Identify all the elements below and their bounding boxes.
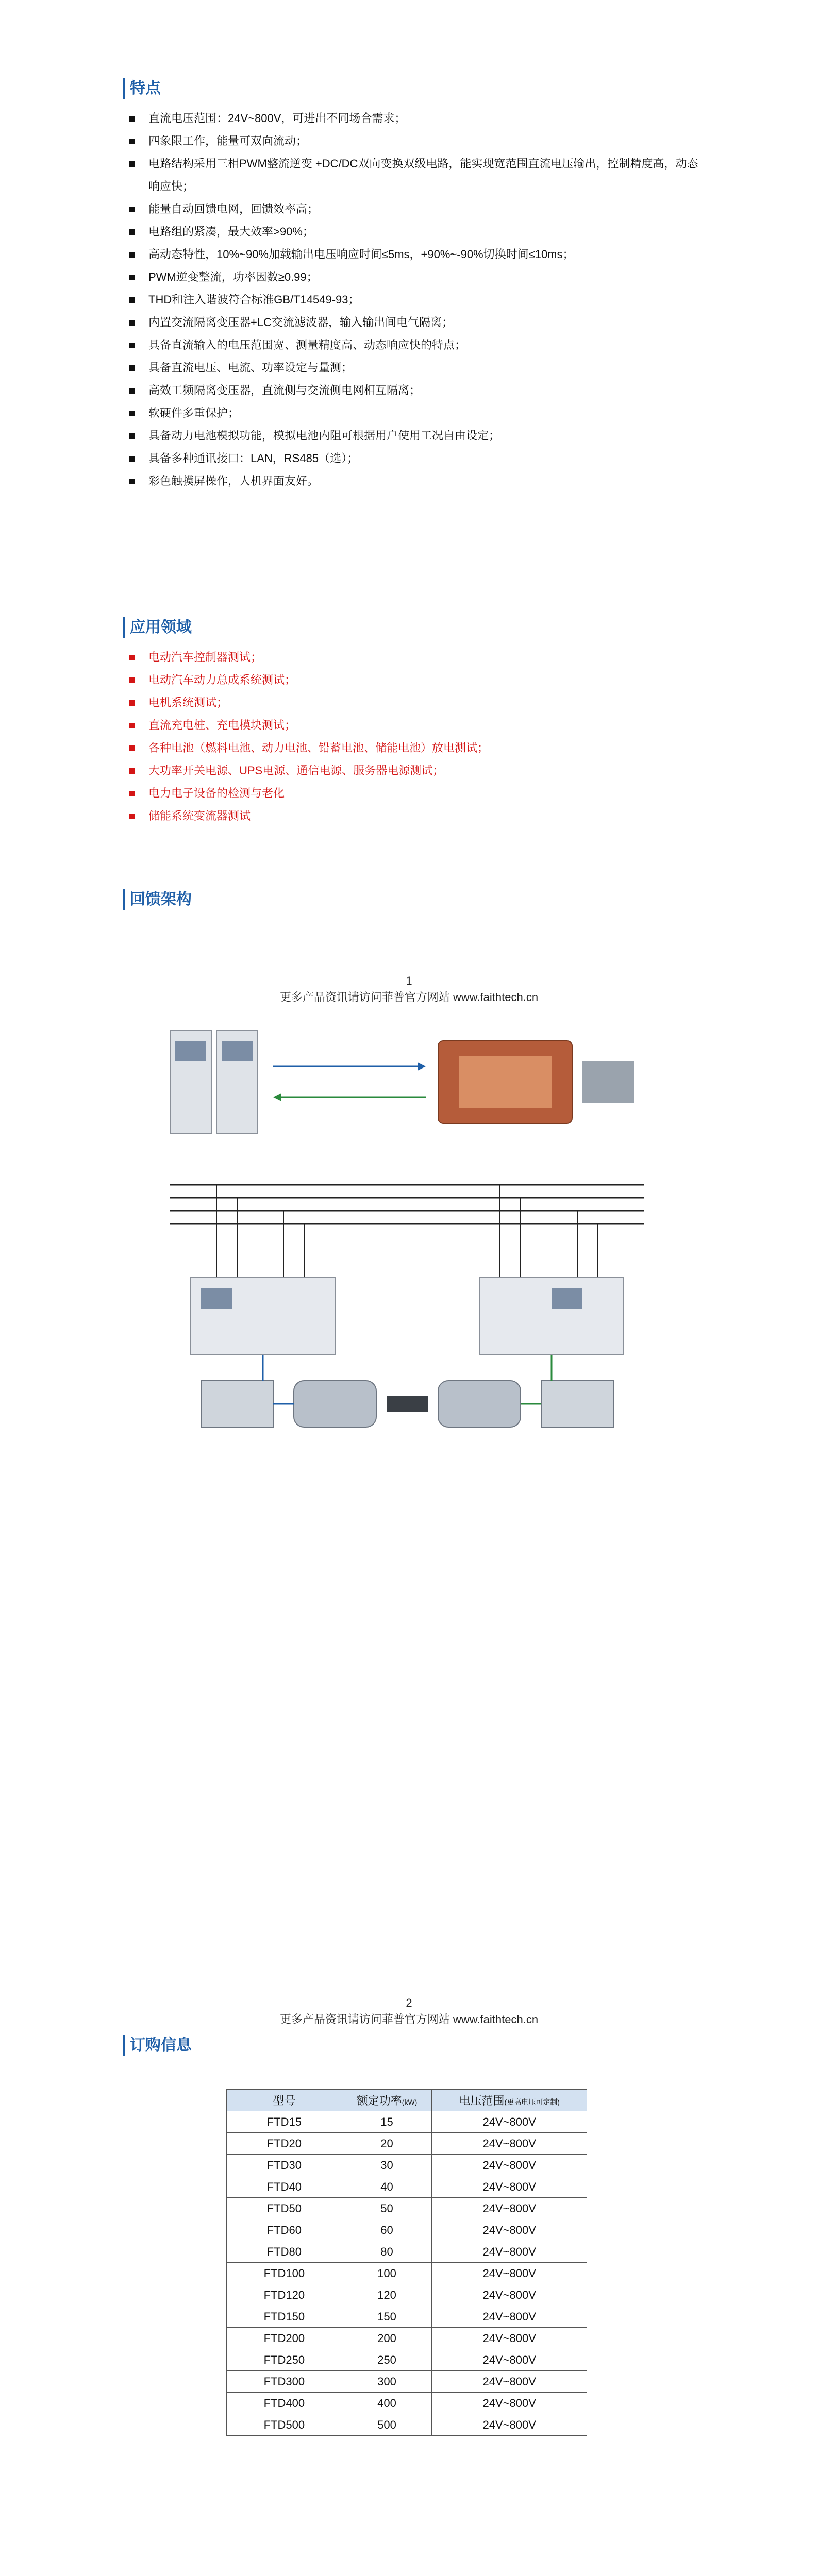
ordering-table [226,2089,587,2436]
table-cell: 30 [342,2155,432,2176]
list-item [123,805,705,827]
list-item-text: 直流电压范围：24V~800V，可进出不同场合需求； [148,112,406,125]
grid-feedback-schematic [170,1175,644,1463]
grid-bus-lines [170,1185,644,1224]
list-item-text: 具备直流电压、电流、功率设定与量测； [148,361,353,374]
table-row [227,2111,587,2133]
schematic-diagram [170,1175,644,1463]
list-item [123,691,705,714]
voltage-header-note: (更高电压可定制) [504,2098,560,2106]
list-item [123,737,705,759]
feedback-system-photo [170,1010,644,1170]
bullet-icon [129,433,135,439]
table-cell: 15 [342,2111,432,2133]
bullet-icon [129,116,135,122]
bullet-icon [129,320,135,326]
table-cell: 24V~800V [432,2263,587,2284]
table-cell: 20 [342,2133,432,2155]
bullet-icon [129,814,135,819]
bullet-icon [129,388,135,394]
features-list [123,107,705,493]
table-cell: FTD500 [227,2414,342,2436]
motor-body-icon [459,1056,552,1108]
bullet-icon [129,745,135,751]
list-item-text: 四象限工作，能量可双向流动； [148,134,308,147]
list-item-text: 电机系统测试； [148,696,228,709]
page-footer-2 [0,1995,818,2028]
list-item-text: 电路结构采用三相PWM整流逆变 +DC/DC双向变换双级电路，能实现宽范围直流电压输出，控制精度高，动态响应快； [148,157,698,193]
voltage-header-label: 电压范围 [459,2094,505,2107]
table-cell: 24V~800V [432,2198,587,2219]
bullet-icon [129,677,135,683]
list-item-text: 电动汽车控制器测试； [148,651,262,664]
list-item [123,714,705,737]
list-item [123,447,705,470]
table-cell: FTD60 [227,2219,342,2241]
list-item-text: 彩色触摸屏操作，人机界面友好。 [148,474,319,487]
list-item [123,266,705,289]
table-row [227,2371,587,2393]
list-item [123,107,705,130]
table-cell: 24V~800V [432,2241,587,2263]
footer-text: 更多产品资讯请访问菲普官方网站 www.faithtech.cn [279,991,539,1004]
system-illustration [170,1010,644,1170]
list-item [123,357,705,379]
list-item-text: 电力电子设备的检测与老化 [148,787,285,800]
list-item-text: 高动态特性，10%~90%加载输出电压响应时间≤5ms，+90%~-90%切换时间≤10ms； [148,248,574,261]
list-item-text: 具备直流输入的电压范围宽、测量精度高、动态响应快的特点； [148,338,466,351]
bullet-icon [129,161,135,167]
table-cell: FTD15 [227,2111,342,2133]
list-item-text: 电路组的紧凑，最大效率>90%； [148,225,314,238]
table-row [227,2155,587,2176]
table-cell: 24V~800V [432,2284,587,2306]
table-cell: 50 [342,2198,432,2219]
list-item [123,334,705,357]
bullet-icon [129,655,135,660]
table-row [227,2393,587,2414]
list-item-text: 软硬件多重保护； [148,406,240,419]
ordering-heading: 订购信息 [123,2035,192,2056]
table-row [227,2414,587,2436]
table-cell: 250 [342,2349,432,2371]
list-item [123,289,705,311]
table-cell: FTD120 [227,2284,342,2306]
table-cell: 24V~800V [432,2176,587,2198]
table-row [227,2263,587,2284]
table-row [227,2133,587,2155]
list-item [123,198,705,221]
table-cell: FTD300 [227,2371,342,2393]
applications-list [123,646,705,827]
table-cell: FTD100 [227,2263,342,2284]
table-cell: FTD20 [227,2133,342,2155]
list-item-text: 储能系统变流器测试 [148,809,251,822]
table-cell: FTD40 [227,2176,342,2198]
list-item [123,782,705,805]
schematic-heading: 回馈架构 [123,889,192,910]
table-cell: 150 [342,2306,432,2328]
list-item-text: THD和注入谐波符合标准GB/T14549-93； [148,293,360,306]
table-cell: 24V~800V [432,2111,587,2133]
table-row [227,2306,587,2328]
screen-icon [552,1288,582,1309]
page-number: 2 [406,1996,412,2009]
table-cell: 60 [342,2219,432,2241]
table-cell: 24V~800V [432,2371,587,2393]
table-cell: FTD30 [227,2155,342,2176]
table-row [227,2284,587,2306]
bullet-icon [129,139,135,144]
table-row [227,2349,587,2371]
table-cell: 40 [342,2176,432,2198]
table-cell: 100 [342,2263,432,2284]
power-header-label: 额定功率 [356,2094,402,2107]
table-row [227,2241,587,2263]
list-item [123,130,705,152]
feeder-lines [216,1185,598,1278]
table-cell: FTD80 [227,2241,342,2263]
screen-icon [201,1288,232,1309]
table-cell: FTD250 [227,2349,342,2371]
page-footer-1 [0,973,818,1006]
bullet-icon [129,252,135,258]
table-cell: 24V~800V [432,2414,587,2436]
features-heading: 特点 [123,78,161,99]
table-cell: 200 [342,2328,432,2349]
bullet-icon [129,479,135,484]
table-cell: FTD200 [227,2328,342,2349]
applications-heading: 应用领域 [123,617,192,638]
list-item-text: 能量自动回馈电网，回馈效率高； [148,202,319,215]
bullet-icon [129,411,135,416]
bullet-icon [129,365,135,371]
list-item [123,243,705,266]
list-item [123,425,705,447]
table-cell: 24V~800V [432,2155,587,2176]
bullet-icon [129,207,135,212]
list-item [123,646,705,669]
bullet-icon [129,700,135,706]
list-item-text: 具备多种通讯接口：LAN，RS485（选）； [148,452,359,465]
dut-motors [201,1381,613,1427]
table-row [227,2219,587,2241]
energy-flow-arrows [273,1062,426,1101]
table-cell: FTD150 [227,2306,342,2328]
list-item-text: PWM逆变整流，功率因数≥0.99； [148,270,318,283]
list-item [123,311,705,334]
table-cell: 400 [342,2393,432,2414]
table-cell: 24V~800V [432,2306,587,2328]
bullet-icon [129,791,135,796]
list-item-text: 大功率开关电源、UPS电源、通信电源、服务器电源测试； [148,764,444,777]
footer-text: 更多产品资讯请访问菲普官方网站 www.faithtech.cn [279,2013,539,2026]
power-header [342,2090,432,2111]
list-item [123,221,705,243]
bullet-icon [129,275,135,280]
list-item-text: 电动汽车动力总成系统测试； [148,673,296,686]
table-cell: 80 [342,2241,432,2263]
table-cell: 24V~800V [432,2219,587,2241]
list-item [123,152,705,198]
list-item [123,470,705,493]
bullet-icon [129,723,135,728]
voltage-header [432,2090,587,2111]
list-item-text: 具备动力电池模拟功能，模拟电池内阻可根据用户使用工况自由设定； [148,429,500,442]
table-cell: 500 [342,2414,432,2436]
table-header-row [227,2090,587,2111]
list-item [123,759,705,782]
bullet-icon [129,343,135,348]
bullet-icon [129,768,135,774]
model-header: 型号 [227,2090,342,2111]
table-cell: 120 [342,2284,432,2306]
table-row [227,2176,587,2198]
table-cell: 24V~800V [432,2133,587,2155]
table-cell: 24V~800V [432,2328,587,2349]
bullet-icon [129,297,135,303]
screen-icon [175,1041,206,1061]
load-icon [582,1061,634,1103]
table-row [227,2198,587,2219]
power-unit: (kW) [402,2098,418,2106]
list-item-text: 内置交流隔离变压器+LC交流滤波器，输入输出间电气隔离； [148,316,453,329]
table-cell: 24V~800V [432,2393,587,2414]
list-item-text: 高效工频隔离变压器，直流侧与交流侧电网相互隔离； [148,384,421,397]
table-row [227,2328,587,2349]
list-item [123,379,705,402]
bullet-icon [129,456,135,462]
bullet-icon [129,229,135,235]
table-cell: FTD400 [227,2393,342,2414]
table-cell: FTD50 [227,2198,342,2219]
list-item [123,402,705,425]
table-cell: 300 [342,2371,432,2393]
page-number: 1 [406,974,412,987]
list-item [123,669,705,691]
table-cell: 24V~800V [432,2349,587,2371]
list-item-text: 直流充电桩、充电模块测试； [148,719,296,732]
screen-icon [222,1041,253,1061]
list-item-text: 各种电池（燃料电池、动力电池、铅蓄电池、储能电池）放电测试； [148,741,489,754]
